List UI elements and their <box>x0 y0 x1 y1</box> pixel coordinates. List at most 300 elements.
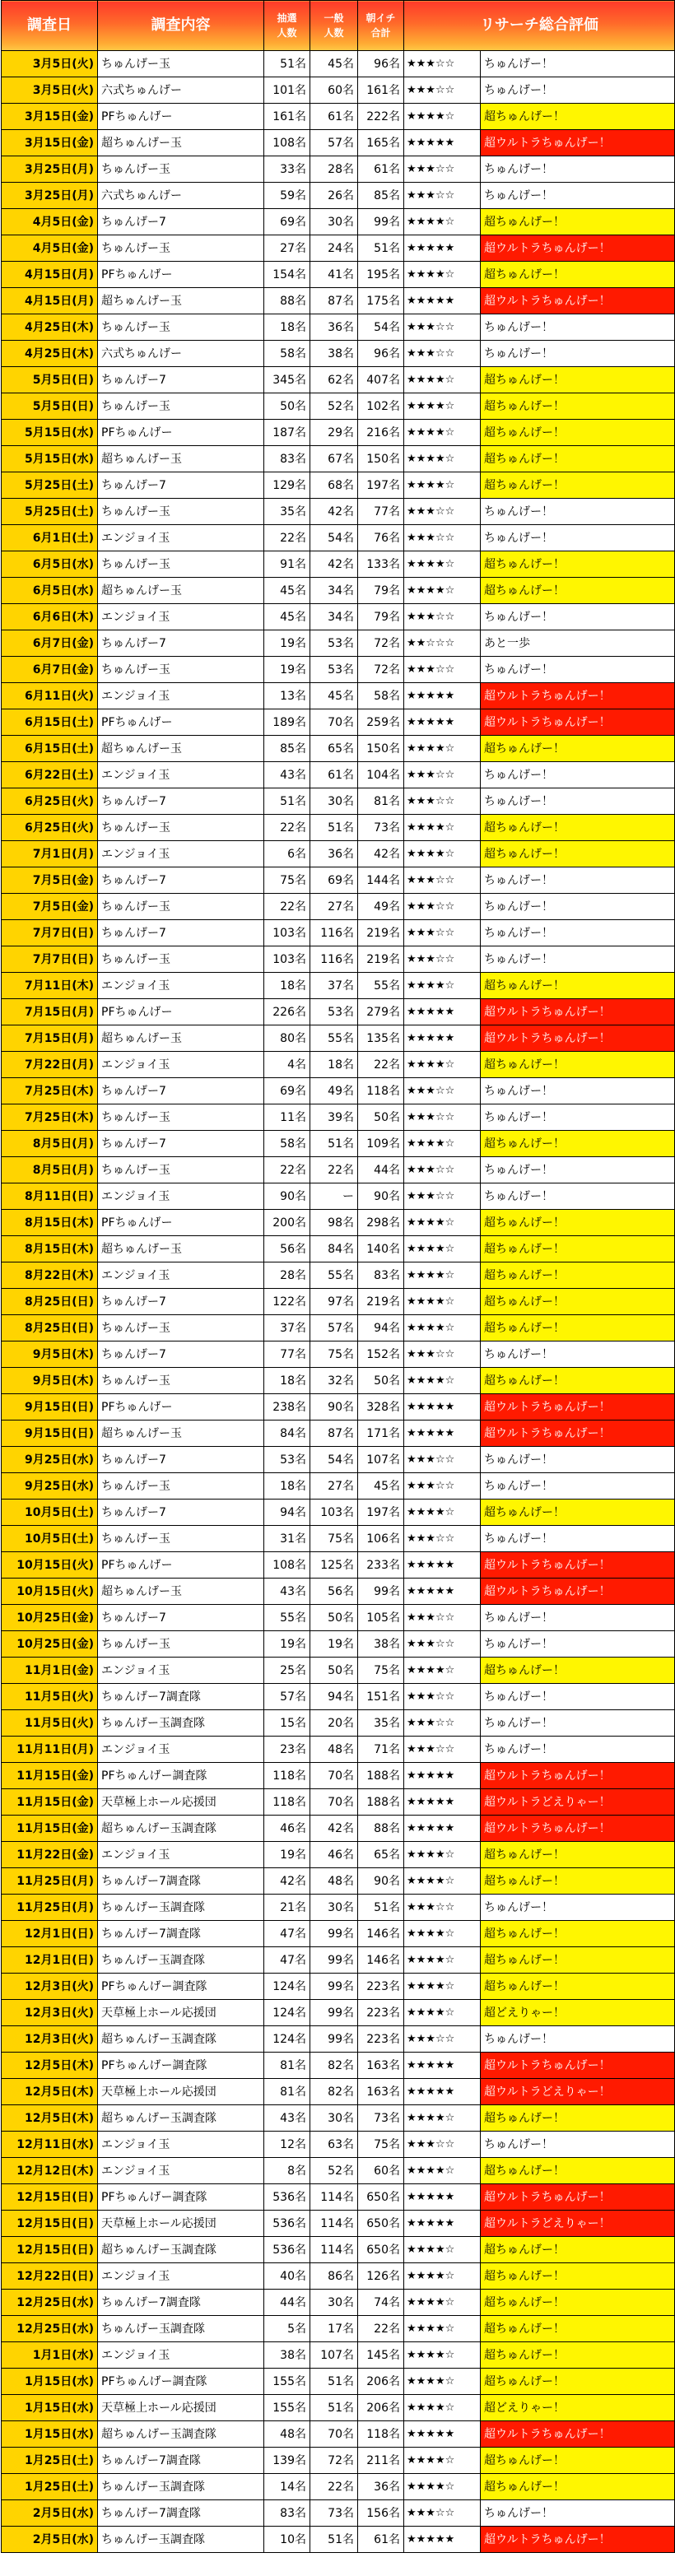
lottery-count: 22名 <box>264 1157 310 1183</box>
general-count: 61名 <box>310 104 358 130</box>
total-count: 76名 <box>358 525 404 551</box>
general-count: 60名 <box>310 77 358 104</box>
star-rating: ★★★☆☆ <box>404 77 481 104</box>
table-row <box>2 1974 675 2000</box>
table-row <box>2 788 675 815</box>
date-cell: 12月25日(水) <box>2 2316 98 2342</box>
header-general-line2: 人数 <box>324 27 344 39</box>
date-cell: 9月5日(木) <box>2 1368 98 1394</box>
date-cell: 6月15日(土) <box>2 709 98 736</box>
date-cell: 7月1日(月) <box>2 841 98 867</box>
general-count: 56名 <box>310 1579 358 1605</box>
star-rating: ★★★☆☆ <box>404 788 481 815</box>
lottery-count: 43名 <box>264 2105 310 2132</box>
date-cell: 6月25日(火) <box>2 788 98 815</box>
general-count: 114名 <box>310 2211 358 2237</box>
total-count: 72名 <box>358 630 404 657</box>
star-rating: ★★★★☆ <box>404 973 481 999</box>
content-cell: ちゅんげー玉 <box>98 314 264 341</box>
date-cell: 8月15日(木) <box>2 1236 98 1262</box>
total-count: 279名 <box>358 999 404 1025</box>
general-count: 53名 <box>310 630 358 657</box>
total-count: 85名 <box>358 183 404 209</box>
total-count: 49名 <box>358 894 404 920</box>
lottery-count: 25名 <box>264 1658 310 1684</box>
star-rating: ★★★☆☆ <box>404 341 481 367</box>
total-count: 150名 <box>358 736 404 762</box>
evaluation-label: 超ちゅんげー！ <box>481 1974 675 2000</box>
content-cell: 天草極上ホール応援団 <box>98 2395 264 2421</box>
star-rating: ★★★☆☆ <box>404 499 481 525</box>
lottery-count: 56名 <box>264 1236 310 1262</box>
evaluation-label: 超ウルトラどえりゃー！ <box>481 2079 675 2105</box>
total-count: 163名 <box>358 2079 404 2105</box>
table-row <box>2 1631 675 1658</box>
table-row <box>2 1236 675 1262</box>
evaluation-label: 超ちゅんげー！ <box>481 1921 675 1947</box>
date-cell: 3月25日(月) <box>2 183 98 209</box>
date-cell: 12月15日(日) <box>2 2211 98 2237</box>
header-total-line1: 朝イチ <box>365 12 396 24</box>
evaluation-label: ちゅんげー！ <box>481 77 675 104</box>
date-cell: 6月7日(金) <box>2 630 98 657</box>
date-cell: 8月11日(日) <box>2 1183 98 1210</box>
date-cell: 10月5日(土) <box>2 1500 98 1526</box>
content-cell: エンジョイ玉 <box>98 2342 264 2369</box>
content-cell: エンジョイ玉 <box>98 683 264 709</box>
table-row <box>2 2263 675 2290</box>
lottery-count: 47名 <box>264 1947 310 1974</box>
general-count: 68名 <box>310 472 358 499</box>
content-cell: ちゅんげー7 <box>98 1500 264 1526</box>
total-count: 195名 <box>358 262 404 288</box>
content-cell: エンジョイ玉 <box>98 1842 264 1868</box>
star-rating: ★★★☆☆ <box>404 2132 481 2158</box>
star-rating: ★★★☆☆ <box>404 894 481 920</box>
general-count: 99名 <box>310 1921 358 1947</box>
lottery-count: 58名 <box>264 341 310 367</box>
total-count: 35名 <box>358 1710 404 1737</box>
header-lottery-line1: 抽選 <box>277 12 297 24</box>
general-count: 30名 <box>310 788 358 815</box>
content-cell: ちゅんげー玉 <box>98 51 264 77</box>
star-rating: ★★★★☆ <box>404 393 481 420</box>
general-count: 50名 <box>310 1605 358 1631</box>
evaluation-label: ちゅんげー！ <box>481 867 675 894</box>
lottery-count: 22名 <box>264 815 310 841</box>
total-count: 151名 <box>358 1684 404 1710</box>
table-row <box>2 999 675 1025</box>
general-count: 52名 <box>310 393 358 420</box>
table-row <box>2 2000 675 2026</box>
star-rating: ★★★★☆ <box>404 1974 481 2000</box>
star-rating: ★★★★☆ <box>404 1289 481 1315</box>
total-count: 83名 <box>358 1262 404 1289</box>
date-cell: 11月15日(金) <box>2 1763 98 1789</box>
date-cell: 4月25日(木) <box>2 341 98 367</box>
content-cell: PFちゅんげー <box>98 262 264 288</box>
general-count: 72名 <box>310 2448 358 2474</box>
total-count: 73名 <box>358 2105 404 2132</box>
general-count: 55名 <box>310 1025 358 1052</box>
star-rating: ★★★☆☆ <box>404 762 481 788</box>
evaluation-label: 超ちゅんげー！ <box>481 1289 675 1315</box>
evaluation-label: 超ちゅんげー！ <box>481 393 675 420</box>
content-cell: 超ちゅんげー玉 <box>98 1421 264 1447</box>
general-count: 34名 <box>310 604 358 630</box>
evaluation-label: 超ちゅんげー！ <box>481 1842 675 1868</box>
lottery-count: 21名 <box>264 1895 310 1921</box>
evaluation-label: ちゅんげー！ <box>481 499 675 525</box>
evaluation-label: 超ちゅんげー！ <box>481 262 675 288</box>
content-cell: 超ちゅんげー玉 <box>98 736 264 762</box>
date-cell: 10月15日(火) <box>2 1552 98 1579</box>
total-count: 650名 <box>358 2184 404 2211</box>
lottery-count: 10名 <box>264 2527 310 2553</box>
total-count: 188名 <box>358 1789 404 1816</box>
table-row <box>2 1052 675 1078</box>
date-cell: 10月15日(火) <box>2 1579 98 1605</box>
lottery-count: 155名 <box>264 2395 310 2421</box>
star-rating: ★★★★☆ <box>404 578 481 604</box>
table-row <box>2 420 675 446</box>
date-cell: 11月22日(金) <box>2 1842 98 1868</box>
date-cell: 6月5日(水) <box>2 551 98 578</box>
general-count: 37名 <box>310 973 358 999</box>
general-count: 103名 <box>310 1500 358 1526</box>
content-cell: 超ちゅんげー玉 <box>98 1236 264 1262</box>
lottery-count: 31名 <box>264 1526 310 1552</box>
total-count: 74名 <box>358 2290 404 2316</box>
table-row <box>2 815 675 841</box>
content-cell: エンジョイ玉 <box>98 2132 264 2158</box>
lottery-count: 77名 <box>264 1341 310 1368</box>
date-cell: 3月15日(金) <box>2 104 98 130</box>
lottery-count: 22名 <box>264 525 310 551</box>
table-row <box>2 1763 675 1789</box>
lottery-count: 33名 <box>264 156 310 183</box>
general-count: 36名 <box>310 841 358 867</box>
evaluation-label: 超ウルトラちゅんげー！ <box>481 288 675 314</box>
table-row <box>2 1183 675 1210</box>
content-cell: エンジョイ玉 <box>98 1658 264 1684</box>
date-cell: 11月25日(月) <box>2 1895 98 1921</box>
total-count: 61名 <box>358 156 404 183</box>
evaluation-label: ちゅんげー！ <box>481 1183 675 1210</box>
general-count: 99名 <box>310 1974 358 2000</box>
lottery-count: 187名 <box>264 420 310 446</box>
evaluation-label: 超ちゅんげー！ <box>481 1500 675 1526</box>
total-count: 54名 <box>358 314 404 341</box>
total-count: 206名 <box>358 2369 404 2395</box>
evaluation-label: 超ちゅんげー！ <box>481 104 675 130</box>
date-cell: 3月15日(金) <box>2 130 98 156</box>
lottery-count: 43名 <box>264 762 310 788</box>
total-count: 94名 <box>358 1315 404 1341</box>
total-count: 44名 <box>358 1157 404 1183</box>
star-rating: ★★★★★ <box>404 2184 481 2211</box>
general-count: 87名 <box>310 288 358 314</box>
lottery-count: 161名 <box>264 104 310 130</box>
evaluation-label: 超ちゅんげー！ <box>481 2263 675 2290</box>
total-count: 22名 <box>358 2316 404 2342</box>
content-cell: エンジョイ玉 <box>98 525 264 551</box>
date-cell: 12月22日(日) <box>2 2263 98 2290</box>
date-cell: 1月25日(土) <box>2 2474 98 2500</box>
table-row <box>2 920 675 946</box>
date-cell: 8月5日(月) <box>2 1131 98 1157</box>
evaluation-label: 超ウルトラちゅんげー！ <box>481 1816 675 1842</box>
star-rating: ★★☆☆☆ <box>404 630 481 657</box>
star-rating: ★★★★★ <box>404 1394 481 1421</box>
table-row <box>2 2395 675 2421</box>
table-row <box>2 1816 675 1842</box>
lottery-count: 23名 <box>264 1737 310 1763</box>
lottery-count: 55名 <box>264 1605 310 1631</box>
lottery-count: 91名 <box>264 551 310 578</box>
star-rating: ★★★★☆ <box>404 2237 481 2263</box>
total-count: 75名 <box>358 1658 404 1684</box>
star-rating: ★★★★★ <box>404 1421 481 1447</box>
table-row <box>2 1579 675 1605</box>
content-cell: 天草極上ホール応援団 <box>98 2000 264 2026</box>
evaluation-label: 超ちゅんげー！ <box>481 973 675 999</box>
general-count: 99名 <box>310 2000 358 2026</box>
star-rating: ★★★☆☆ <box>404 1526 481 1552</box>
table-row <box>2 1526 675 1552</box>
content-cell: PFちゅんげー <box>98 999 264 1025</box>
total-count: 223名 <box>358 1974 404 2000</box>
table-row <box>2 525 675 551</box>
evaluation-label: 超どえりゃー！ <box>481 2000 675 2026</box>
total-count: 223名 <box>358 2026 404 2053</box>
star-rating: ★★★★☆ <box>404 1210 481 1236</box>
evaluation-label: 超ウルトラどえりゃー！ <box>481 2211 675 2237</box>
table-row <box>2 867 675 894</box>
table-row <box>2 973 675 999</box>
date-cell: 1月15日(水) <box>2 2395 98 2421</box>
lottery-count: 536名 <box>264 2237 310 2263</box>
content-cell: 超ちゅんげー玉 <box>98 578 264 604</box>
date-cell: 3月25日(月) <box>2 156 98 183</box>
lottery-count: 59名 <box>264 183 310 209</box>
table-row <box>2 156 675 183</box>
content-cell: 天草極上ホール応援団 <box>98 1789 264 1816</box>
star-rating: ★★★☆☆ <box>404 1737 481 1763</box>
table-row <box>2 262 675 288</box>
table-row <box>2 1684 675 1710</box>
general-count: 48名 <box>310 1737 358 1763</box>
star-rating: ★★★★☆ <box>404 472 481 499</box>
general-count: 54名 <box>310 525 358 551</box>
star-rating: ★★★★☆ <box>404 2105 481 2132</box>
evaluation-label: 超ちゅんげー！ <box>481 1315 675 1341</box>
lottery-count: 345名 <box>264 367 310 393</box>
evaluation-label: ちゅんげー！ <box>481 1473 675 1500</box>
date-cell: 11月11日(月) <box>2 1737 98 1763</box>
star-rating: ★★★★☆ <box>404 2263 481 2290</box>
evaluation-label: 超ちゅんげー！ <box>481 2474 675 2500</box>
lottery-count: 118名 <box>264 1789 310 1816</box>
table-row <box>2 2158 675 2184</box>
general-count: 51名 <box>310 2527 358 2553</box>
star-rating: ★★★★☆ <box>404 1131 481 1157</box>
date-cell: 12月1日(日) <box>2 1921 98 1947</box>
general-count: 17名 <box>310 2316 358 2342</box>
general-count: 107名 <box>310 2342 358 2369</box>
evaluation-label: 超ウルトラちゅんげー！ <box>481 999 675 1025</box>
star-rating: ★★★☆☆ <box>404 867 481 894</box>
evaluation-label: 超ちゅんげー！ <box>481 1262 675 1289</box>
content-cell: ちゅんげー7 <box>98 367 264 393</box>
date-cell: 12月15日(日) <box>2 2237 98 2263</box>
total-count: 45名 <box>358 1473 404 1500</box>
total-count: 90名 <box>358 1183 404 1210</box>
date-cell: 5月5日(日) <box>2 393 98 420</box>
table-row <box>2 1368 675 1394</box>
header-date: 調査日 <box>2 1 98 51</box>
date-cell: 10月5日(土) <box>2 1526 98 1552</box>
total-count: 118名 <box>358 1078 404 1104</box>
evaluation-label: ちゅんげー！ <box>481 946 675 973</box>
content-cell: PFちゅんげー調査隊 <box>98 1763 264 1789</box>
content-cell: 超ちゅんげー玉調査隊 <box>98 2237 264 2263</box>
total-count: 144名 <box>358 867 404 894</box>
evaluation-label: 超ちゅんげー！ <box>481 841 675 867</box>
table-row <box>2 841 675 867</box>
content-cell: エンジョイ玉 <box>98 973 264 999</box>
lottery-count: 6名 <box>264 841 310 867</box>
evaluation-label: ちゅんげー！ <box>481 788 675 815</box>
evaluation-label: ちゅんげー！ <box>481 1104 675 1131</box>
evaluation-label: ちゅんげー！ <box>481 1605 675 1631</box>
content-cell: 超ちゅんげー玉調査隊 <box>98 2105 264 2132</box>
general-count: 42名 <box>310 499 358 525</box>
total-count: 109名 <box>358 1131 404 1157</box>
star-rating: ★★★☆☆ <box>404 1183 481 1210</box>
total-count: 96名 <box>358 341 404 367</box>
evaluation-label: ちゅんげー！ <box>481 1684 675 1710</box>
date-cell: 10月25日(金) <box>2 1631 98 1658</box>
date-cell: 9月5日(木) <box>2 1341 98 1368</box>
content-cell: ちゅんげー玉 <box>98 235 264 262</box>
general-count: 51名 <box>310 2369 358 2395</box>
lottery-count: 27名 <box>264 235 310 262</box>
total-count: 79名 <box>358 604 404 630</box>
total-count: 105名 <box>358 1605 404 1631</box>
content-cell: エンジョイ玉 <box>98 1737 264 1763</box>
lottery-count: 51名 <box>264 51 310 77</box>
date-cell: 6月22日(土) <box>2 762 98 788</box>
general-count: 73名 <box>310 2500 358 2527</box>
table-row <box>2 446 675 472</box>
evaluation-label: 超ちゅんげー！ <box>481 1368 675 1394</box>
content-cell: PFちゅんげー <box>98 1552 264 1579</box>
date-cell: 2月5日(水) <box>2 2527 98 2553</box>
evaluation-label: 超ウルトラちゅんげー！ <box>481 709 675 736</box>
lottery-count: 38名 <box>264 2342 310 2369</box>
evaluation-label: 超ウルトラちゅんげー！ <box>481 1763 675 1789</box>
star-rating: ★★★☆☆ <box>404 1684 481 1710</box>
content-cell: ちゅんげー玉 <box>98 815 264 841</box>
general-count: 30名 <box>310 1895 358 1921</box>
total-count: 61名 <box>358 2527 404 2553</box>
content-cell: ちゅんげー玉 <box>98 1104 264 1131</box>
table-row <box>2 2500 675 2527</box>
lottery-count: 226名 <box>264 999 310 1025</box>
date-cell: 4月15日(月) <box>2 262 98 288</box>
evaluation-label: 超ちゅんげー！ <box>481 420 675 446</box>
evaluation-label: 超ちゅんげー！ <box>481 2342 675 2369</box>
star-rating: ★★★★☆ <box>404 2448 481 2474</box>
content-cell: ちゅんげー7 <box>98 1289 264 1315</box>
general-count: 114名 <box>310 2184 358 2211</box>
date-cell: 11月5日(火) <box>2 1710 98 1737</box>
evaluation-label: ちゅんげー！ <box>481 1078 675 1104</box>
total-count: 650名 <box>358 2211 404 2237</box>
star-rating: ★★★★★ <box>404 2053 481 2079</box>
table-row <box>2 1262 675 1289</box>
lottery-count: 18名 <box>264 1473 310 1500</box>
date-cell: 7月7日(日) <box>2 946 98 973</box>
evaluation-label: 超ちゅんげー！ <box>481 551 675 578</box>
table-body <box>2 51 675 2553</box>
lottery-count: 85名 <box>264 736 310 762</box>
date-cell: 6月1日(土) <box>2 525 98 551</box>
general-count: 34名 <box>310 578 358 604</box>
total-count: 140名 <box>358 1236 404 1262</box>
evaluation-label: 超ちゅんげー！ <box>481 736 675 762</box>
date-cell: 7月5日(金) <box>2 867 98 894</box>
total-count: 55名 <box>358 973 404 999</box>
date-cell: 1月15日(水) <box>2 2369 98 2395</box>
table-row <box>2 1789 675 1816</box>
evaluation-label: ちゅんげー！ <box>481 156 675 183</box>
content-cell: 超ちゅんげー玉 <box>98 1025 264 1052</box>
content-cell: エンジョイ玉 <box>98 1183 264 1210</box>
star-rating: ★★★★★ <box>404 683 481 709</box>
total-count: 156名 <box>358 2500 404 2527</box>
total-count: 328名 <box>358 1394 404 1421</box>
content-cell: ちゅんげー玉調査隊 <box>98 1895 264 1921</box>
date-cell: 8月25日(日) <box>2 1289 98 1315</box>
table-row <box>2 578 675 604</box>
content-cell: エンジョイ玉 <box>98 604 264 630</box>
general-count: 20名 <box>310 1710 358 1737</box>
content-cell: ちゅんげー玉 <box>98 1526 264 1552</box>
table-row <box>2 1868 675 1895</box>
date-cell: 5月25日(土) <box>2 472 98 499</box>
star-rating: ★★★★☆ <box>404 1315 481 1341</box>
content-cell: ちゅんげー玉調査隊 <box>98 2527 264 2553</box>
total-count: 77名 <box>358 499 404 525</box>
evaluation-label: 超ちゅんげー！ <box>481 1210 675 1236</box>
star-rating: ★★★★☆ <box>404 446 481 472</box>
table-row <box>2 51 675 77</box>
table-row <box>2 1473 675 1500</box>
total-count: 81名 <box>358 788 404 815</box>
content-cell: 天草極上ホール応援団 <box>98 2211 264 2237</box>
lottery-count: 536名 <box>264 2184 310 2211</box>
general-count: 94名 <box>310 1684 358 1710</box>
lottery-count: 122名 <box>264 1289 310 1315</box>
date-cell: 11月15日(金) <box>2 1816 98 1842</box>
general-count: 24名 <box>310 235 358 262</box>
star-rating: ★★★★☆ <box>404 2342 481 2369</box>
date-cell: 11月25日(月) <box>2 1868 98 1895</box>
general-count: 30名 <box>310 2105 358 2132</box>
lottery-count: 124名 <box>264 2026 310 2053</box>
